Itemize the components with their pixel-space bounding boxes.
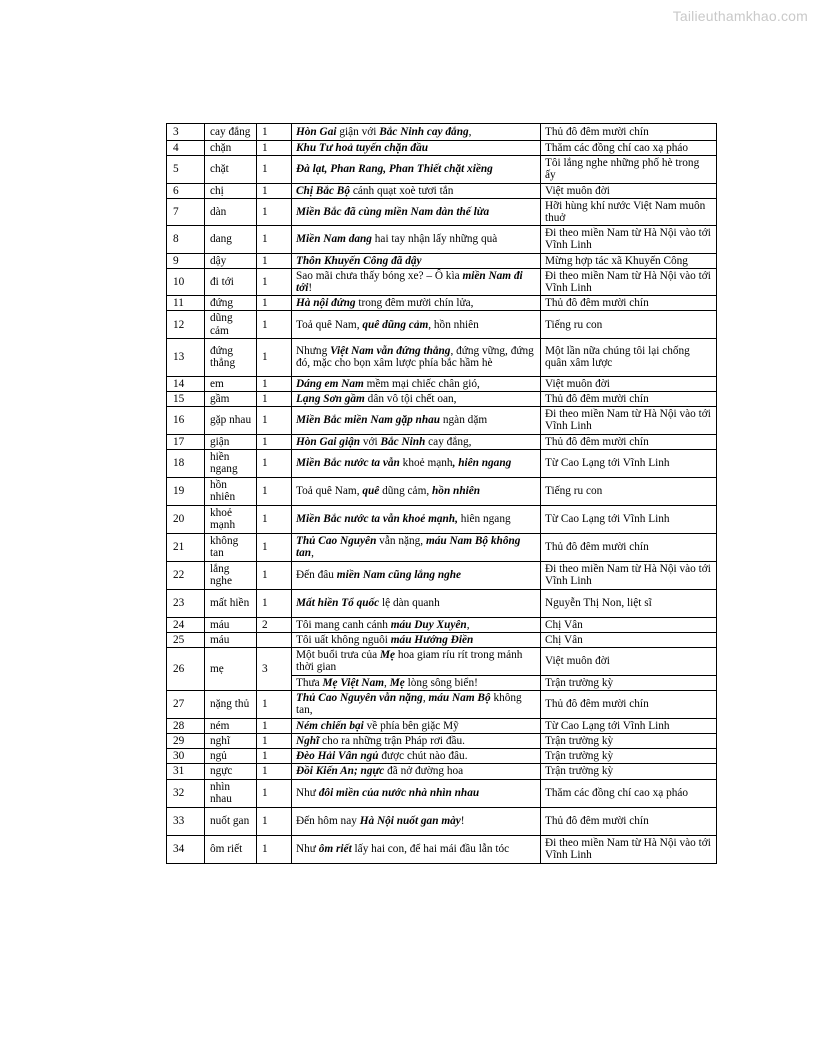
keyword: ngủ [205,749,257,764]
highlighted-phrase: Mất hiền Tổ quốc [296,597,380,610]
frequency: 1 [257,392,292,407]
row-number: 10 [167,268,205,295]
highlighted-phrase: Hòn Gai [296,125,337,138]
highlighted-phrase: miền Nam cũng lắng nghe [336,569,462,582]
context-line [292,533,541,561]
context-text: Như [296,843,319,856]
frequency: 1 [257,376,292,391]
keyword: ôm riết [205,835,257,863]
table-row [167,477,717,505]
table-row [167,633,717,648]
row-number: 18 [167,449,205,477]
highlighted-phrase: máu Nam Bộ không tan [296,535,521,560]
context-text: ngàn dặm [440,414,488,427]
row-number: 17 [167,434,205,449]
highlighted-phrase: Hòn Gai giận [296,435,361,448]
context-text: Tôi uất không nguôi [296,634,391,647]
frequency: 1 [257,226,292,253]
context-text: Đến đâu [296,569,337,582]
context-line [292,807,541,835]
frequency: 1 [257,156,292,183]
table-row [167,779,717,807]
highlighted-phrase: Miền Bắc đã cùng miền Nam dàn thế lừa [296,205,490,218]
context-text: , [466,618,470,631]
keyword: đứng thẳng [205,338,257,376]
context-text: được chút nào đâu. [378,750,468,763]
highlighted-phrase: Hà nội đứng [296,297,356,310]
keyword: dàn [205,198,257,225]
source-poem: Từ Cao Lạng tới Vĩnh Linh [541,718,717,733]
context-line [292,156,541,183]
keyword: hiền ngang [205,449,257,477]
source-poem: Đi theo miền Nam từ Hà Nội vào tới Vĩnh Linh [541,835,717,863]
frequency: 2 [257,617,292,632]
row-number: 11 [167,296,205,311]
context-line [292,690,541,718]
keyword: máu [205,633,257,648]
context-text: Thưa [296,676,323,689]
frequency: 1 [257,407,292,434]
keyword: khoẻ mạnh [205,505,257,533]
table-row [167,198,717,225]
frequency: 1 [257,589,292,617]
context-text: hiên ngang [457,513,511,526]
source-poem: Thủ đô đêm mười chín [541,124,717,141]
context-text: Tôi mang canh cánh [296,618,391,631]
source-poem: Tiếng ru con [541,477,717,505]
context-line [292,589,541,617]
row-number: 31 [167,764,205,779]
keyword: chặn [205,141,257,156]
context-text: , [384,676,390,689]
context-line [292,253,541,268]
source-poem: Việt muôn đời [541,183,717,198]
keyword: mất hiền [205,589,257,617]
highlighted-phrase: Thủ Cao Nguyên vẫn nặng [296,692,423,705]
context-text: , đứng vững, đứng đó, mặc cho bọn xâm lược phía bắc hầm hè [296,345,534,370]
highlighted-phrase: máu Nam Bộ [428,692,491,705]
context-text: đã nở đường hoa [384,765,464,778]
row-number: 14 [167,376,205,391]
keyword: nặng thủ [205,690,257,718]
table-row [167,407,717,434]
highlighted-phrase: Thôn Khuyến Công đã dậy [296,254,422,267]
highlighted-phrase: Chị Bắc Bộ [296,184,350,197]
context-line [292,633,541,648]
source-poem: Thủ đô đêm mười chín [541,296,717,311]
keyword: nghĩ [205,734,257,749]
keyword: lắng nghe [205,561,257,589]
context-text: Như [296,787,319,800]
frequency: 1 [257,311,292,338]
keyword: em [205,376,257,391]
highlighted-phrase: Đà lạt, Phan Rang, Phan Thiết chặt xiềng [296,163,493,176]
row-number: 27 [167,690,205,718]
highlighted-phrase: máu Hướng Điền [390,634,474,647]
table-row [167,434,717,449]
row-number: 25 [167,633,205,648]
context-text: với [360,435,381,448]
table-row [167,533,717,561]
source-poem: Trận trường kỳ [541,764,717,779]
frequency: 1 [257,561,292,589]
row-number: 34 [167,835,205,863]
frequency: 1 [257,124,292,141]
keyword: giận [205,434,257,449]
table-row [167,183,717,198]
frequency: 1 [257,141,292,156]
context-line [292,675,541,690]
row-number: 5 [167,156,205,183]
table-row [167,749,717,764]
row-number: 28 [167,718,205,733]
highlighted-phrase: Mẹ [389,676,405,689]
frequency: 1 [257,835,292,863]
row-number: 29 [167,734,205,749]
source-poem: Thủ đô đêm mười chín [541,807,717,835]
highlighted-phrase: Thủ Cao Nguyên [296,535,377,548]
source-poem: Đi theo miền Nam từ Hà Nội vào tới Vĩnh Linh [541,268,717,295]
context-line [292,183,541,198]
context-line [292,434,541,449]
table-row [167,561,717,589]
keyword: ngực [205,764,257,779]
row-number: 24 [167,617,205,632]
context-line [292,764,541,779]
keyword: gặp nhau [205,407,257,434]
source-poem: Đi theo miền Nam từ Hà Nội vào tới Vĩnh Linh [541,407,717,434]
table-row [167,734,717,749]
highlighted-phrase: Mẹ Việt Nam [322,676,385,689]
context-text: lấy hai con, để hai mái đầu lẫn tóc [351,843,510,856]
table-row [167,764,717,779]
context-line [292,734,541,749]
context-text: , [311,547,314,560]
context-text: cánh quạt xoè tươi tắn [350,184,454,197]
highlighted-phrase: Đèo Hải Vân ngủ [296,750,379,763]
table-row [167,690,717,718]
table-row [167,835,717,863]
table-row [167,505,717,533]
keyword: hồn nhiên [205,477,257,505]
keyword: gầm [205,392,257,407]
highlighted-phrase: máu Duy Xuyên [390,618,467,631]
keyword: không tan [205,533,257,561]
word-frequency-table [166,123,717,864]
keyword: mẹ [205,648,257,691]
highlighted-phrase: Miền Bắc nước ta vẫn [296,457,400,470]
context-line [292,392,541,407]
frequency: 1 [257,477,292,505]
table-row [167,226,717,253]
table-row [167,617,717,632]
highlighted-phrase: Hà Nội nuốt gan mày [359,815,461,828]
row-number: 21 [167,533,205,561]
highlighted-phrase: Dáng em Nam [296,377,364,390]
context-text: , [422,692,429,705]
frequency: 1 [257,449,292,477]
keyword: đứng [205,296,257,311]
context-text: dân vô tội chết oan, [364,393,457,406]
source-poem: Trận trường kỳ [541,675,717,690]
frequency: 1 [257,338,292,376]
highlighted-phrase: quê [362,485,380,498]
highlighted-phrase: Đồi Kiến An; ngực [296,765,385,778]
context-line [292,198,541,225]
context-line [292,505,541,533]
highlighted-phrase: đôi miền của nước nhà nhìn nhau [318,787,480,800]
context-text: giận với [336,125,380,138]
source-poem: Nguyễn Thị Non, liệt sĩ [541,589,717,617]
source-poem: Mừng hợp tác xã Khuyến Công [541,253,717,268]
highlighted-phrase: Miền Nam dang [296,233,372,246]
source-poem: Thủ đô đêm mười chín [541,434,717,449]
source-poem: Đi theo miền Nam từ Hà Nội vào tới Vĩnh Linh [541,226,717,253]
frequency: 1 [257,749,292,764]
context-text: ! [460,815,465,828]
frequency: 1 [257,690,292,718]
context-text: không tan, [296,692,522,717]
context-line [292,477,541,505]
context-text: dũng cảm, [379,485,433,498]
table-row [167,392,717,407]
context-line [292,141,541,156]
highlighted-phrase: quê dũng cảm [362,318,429,331]
frequency: 1 [257,268,292,295]
row-number: 3 [167,124,205,141]
context-line [292,718,541,733]
frequency: 1 [257,505,292,533]
table-row [167,253,717,268]
highlighted-phrase: Bắc Ninh [380,435,426,448]
keyword: cay đắng [205,124,257,141]
keyword: dũng cảm [205,311,257,338]
source-poem: Việt muôn đời [541,648,717,675]
highlighted-phrase: hồn nhiên [432,485,481,498]
keyword: máu [205,617,257,632]
source-poem: Một lần nữa chúng tôi lại chống quân xâm lược [541,338,717,376]
frequency: 1 [257,718,292,733]
keyword: chị [205,183,257,198]
keyword: chặt [205,156,257,183]
context-text: Sao mãi chưa thấy bóng xe? – Ô kìa [296,269,463,282]
table-body [167,124,717,864]
context-line [292,617,541,632]
source-poem: Việt muôn đời [541,376,717,391]
context-line [292,835,541,863]
frequency: 3 [257,648,292,691]
highlighted-phrase: Nghĩ [296,735,320,748]
source-poem: Hỡi hùng khí nước Việt Nam muôn thuở [541,198,717,225]
source-poem: Thăm các đồng chí cao xạ pháo [541,141,717,156]
row-number: 13 [167,338,205,376]
source-poem: Từ Cao Lạng tới Vĩnh Linh [541,449,717,477]
context-text: lệ dàn quanh [379,597,440,610]
context-text: Một buổi trưa của [296,649,380,662]
highlighted-phrase: ôm riết [318,843,352,856]
row-number: 6 [167,183,205,198]
source-poem: Thăm các đồng chí cao xạ pháo [541,779,717,807]
row-number: 16 [167,407,205,434]
table-row [167,311,717,338]
source-poem: Thủ đô đêm mười chín [541,533,717,561]
keyword: dậy [205,253,257,268]
table-row [167,338,717,376]
context-line [292,648,541,675]
context-text: mềm mại chiếc chân gió, [363,377,480,390]
context-line [292,449,541,477]
highlighted-phrase: Ném chiến bại [296,719,364,732]
source-poem: Chị Vân [541,617,717,632]
table-row [167,449,717,477]
source-poem: Trận trường kỳ [541,749,717,764]
row-number: 7 [167,198,205,225]
keyword: nhìn nhau [205,779,257,807]
table-row [167,156,717,183]
source-poem: Tiếng ru con [541,311,717,338]
frequency: 1 [257,253,292,268]
frequency: 1 [257,434,292,449]
context-line [292,407,541,434]
watermark: Tailieuthamkhao.com [672,8,808,24]
row-number: 19 [167,477,205,505]
context-text: , [468,125,472,138]
table-row [167,296,717,311]
row-number: 32 [167,779,205,807]
source-poem: Từ Cao Lạng tới Vĩnh Linh [541,505,717,533]
table-row [167,807,717,835]
source-poem: Thủ đô đêm mười chín [541,392,717,407]
frequency: 1 [257,807,292,835]
context-text: Đến hôm nay [296,815,360,828]
source-poem: Thủ đô đêm mười chín [541,690,717,718]
source-poem: Chị Vân [541,633,717,648]
row-number: 9 [167,253,205,268]
context-line [292,124,541,141]
table-row [167,141,717,156]
highlighted-phrase: Bắc Ninh cay đắng [379,125,469,138]
context-text: ! [308,282,313,295]
frequency: 1 [257,779,292,807]
context-text: Toả quê Nam, [296,485,363,498]
keyword: dang [205,226,257,253]
context-line [292,749,541,764]
context-line [292,338,541,376]
table-row [167,268,717,295]
row-number: 26 [167,648,205,691]
context-text: vẫn nặng, [376,535,426,548]
frequency [257,633,292,648]
highlighted-phrase: Mẹ [379,649,395,662]
frequency: 1 [257,734,292,749]
table-row [167,376,717,391]
keyword: đi tới [205,268,257,295]
keyword: ném [205,718,257,733]
context-text: về phía bên giặc Mỹ [363,719,459,732]
context-line [292,779,541,807]
source-poem: Đi theo miền Nam từ Hà Nội vào tới Vĩnh Linh [541,561,717,589]
row-number: 22 [167,561,205,589]
context-text: trong đêm mười chín lửa, [355,297,474,310]
context-line [292,376,541,391]
highlighted-phrase: Miền Bắc miền Nam gặp nhau [296,414,441,427]
context-text: cay đắng, [425,435,472,448]
row-number: 33 [167,807,205,835]
frequency: 1 [257,764,292,779]
row-number: 12 [167,311,205,338]
highlighted-phrase: Miền Bắc nước ta vẫn khoẻ mạnh, [296,513,458,526]
frequency: 1 [257,183,292,198]
highlighted-phrase: , hiên ngang [452,457,512,470]
context-text: hoa giam ríu rít trong mảnh thời gian [296,649,523,674]
context-text: khoẻ mạnh [399,457,453,470]
context-line [292,561,541,589]
table-row [167,124,717,141]
table-row [167,648,717,675]
row-number: 4 [167,141,205,156]
context-text: hai tay nhận lấy những quà [371,233,498,246]
row-number: 30 [167,749,205,764]
frequency: 1 [257,198,292,225]
context-line [292,311,541,338]
row-number: 23 [167,589,205,617]
source-poem: Tôi lắng nghe những phố hè trong ấy [541,156,717,183]
context-text: Toả quê Nam, [296,318,363,331]
context-text: Nhưng [296,345,331,358]
highlighted-phrase: Việt Nam vẫn đứng thẳng [330,345,451,358]
frequency: 1 [257,296,292,311]
context-text: , hồn nhiên [428,318,479,331]
highlighted-phrase: Lạng Sơn gầm [296,393,365,406]
source-poem: Trận trường kỳ [541,734,717,749]
highlighted-phrase: miền Nam đi tới [296,269,523,295]
table-row [167,718,717,733]
context-line [292,268,541,295]
row-number: 20 [167,505,205,533]
context-text: lòng sông biển! [404,676,478,689]
context-line [292,226,541,253]
table-row [167,589,717,617]
keyword: nuốt gan [205,807,257,835]
highlighted-phrase: Khu Tư hoả tuyến chặn đầu [296,142,429,154]
row-number: 15 [167,392,205,407]
context-text: cho ra những trận Pháp rơi đầu. [319,735,465,748]
row-number: 8 [167,226,205,253]
context-line [292,296,541,311]
frequency: 1 [257,533,292,561]
